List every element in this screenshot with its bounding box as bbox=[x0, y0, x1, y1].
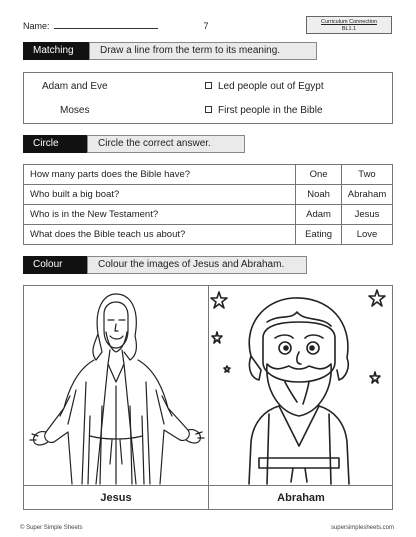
table-row bbox=[24, 165, 393, 185]
table-row bbox=[24, 205, 393, 225]
answer-option[interactable]: Eating bbox=[296, 225, 342, 245]
match-meaning-2[interactable]: First people in the Bible bbox=[205, 105, 323, 116]
jesus-caption: Jesus bbox=[100, 492, 132, 504]
matching-instruction: Draw a line from the term to its meaning. bbox=[89, 42, 317, 60]
question-cell: Who is in the New Testament? bbox=[24, 205, 296, 225]
name-line[interactable] bbox=[54, 21, 158, 29]
answer-option[interactable]: Noah bbox=[296, 185, 342, 205]
colouring-box bbox=[23, 285, 393, 510]
curriculum-code: BL1.1 bbox=[341, 26, 357, 32]
match-term-1[interactable]: Adam and Eve bbox=[42, 81, 108, 92]
match-meaning-1[interactable]: Led people out of Egypt bbox=[205, 81, 324, 92]
checkbox-icon bbox=[205, 82, 212, 89]
question-cell: What does the Bible teach us about? bbox=[24, 225, 296, 245]
curriculum-title: Curriculum Connection bbox=[321, 19, 377, 25]
name-label: Name: bbox=[23, 21, 50, 31]
question-cell: Who built a big boat? bbox=[24, 185, 296, 205]
column-divider bbox=[208, 286, 209, 509]
table-row bbox=[24, 185, 393, 205]
page-number: 7 bbox=[203, 21, 209, 31]
match-term-2[interactable]: Moses bbox=[60, 105, 90, 116]
circle-instruction: Circle the correct answer. bbox=[87, 135, 245, 153]
answer-option[interactable]: Adam bbox=[296, 205, 342, 225]
matching-label: Matching bbox=[23, 42, 89, 60]
name-field[interactable] bbox=[23, 21, 158, 31]
caption-divider bbox=[24, 485, 392, 486]
abraham-colouring-image[interactable] bbox=[209, 286, 393, 485]
footer-copyright: © Super Simple Sheets bbox=[20, 525, 83, 531]
question-cell: How many parts does the Bible have? bbox=[24, 165, 296, 185]
answer-option[interactable]: Two bbox=[342, 165, 393, 185]
circle-table bbox=[23, 164, 393, 245]
curriculum-box bbox=[306, 16, 392, 34]
answer-option[interactable]: Love bbox=[342, 225, 393, 245]
table-row bbox=[24, 225, 393, 245]
jesus-colouring-image[interactable] bbox=[24, 286, 208, 485]
answer-option[interactable]: One bbox=[296, 165, 342, 185]
answer-option[interactable]: Jesus bbox=[342, 205, 393, 225]
matching-box bbox=[23, 72, 393, 124]
colour-instruction: Colour the images of Jesus and Abraham. bbox=[87, 256, 307, 274]
answer-option[interactable]: Abraham bbox=[342, 185, 393, 205]
checkbox-icon bbox=[205, 106, 212, 113]
colour-label: Colour bbox=[23, 256, 89, 274]
abraham-caption: Abraham bbox=[277, 492, 325, 504]
footer-website: supersimplesheets.com bbox=[330, 525, 394, 531]
circle-label: Circle bbox=[23, 135, 89, 153]
